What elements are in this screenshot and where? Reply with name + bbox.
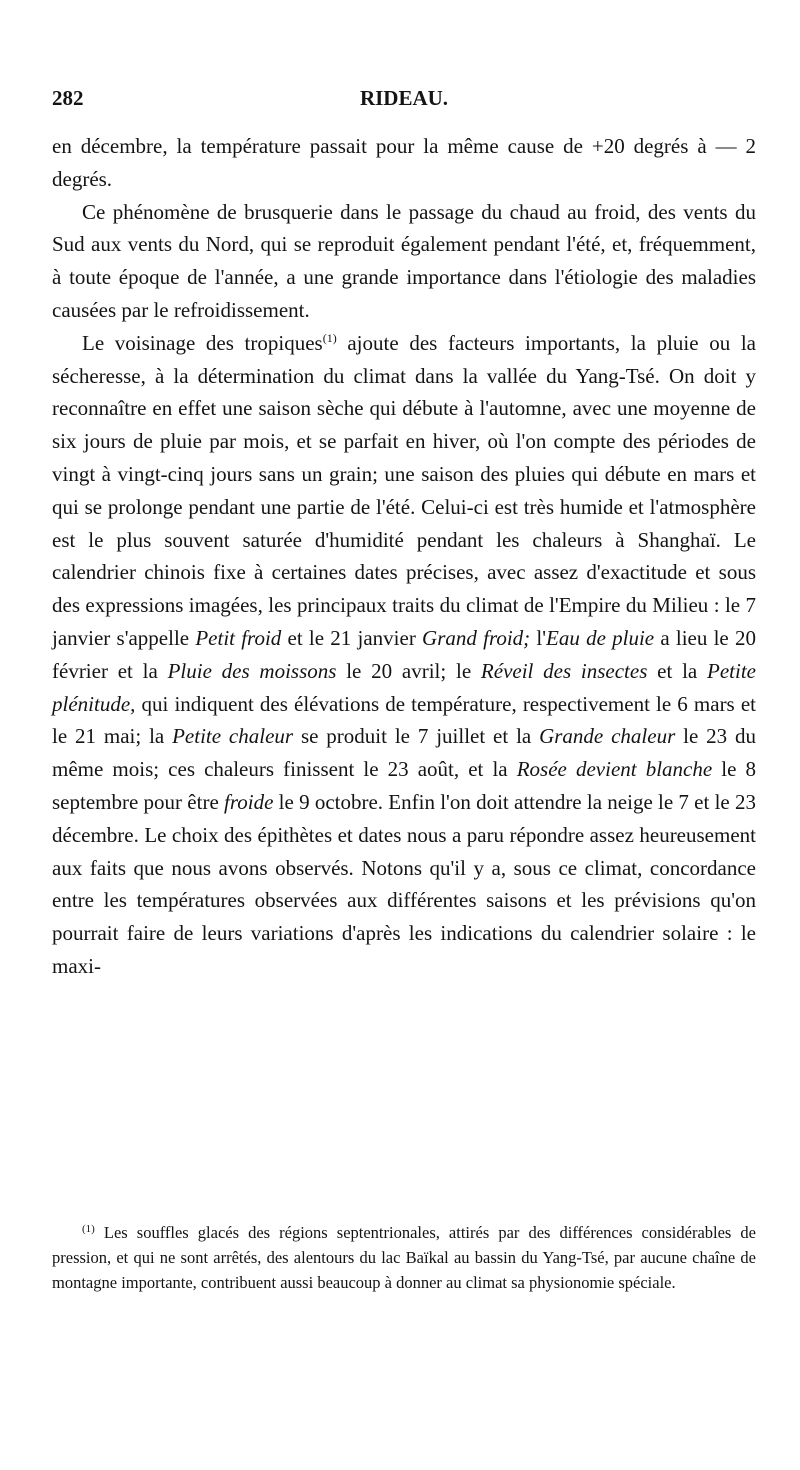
footnote <box>52 1220 756 1295</box>
p3-s5: a lieu le 20 février et la <box>52 625 756 683</box>
p3-s11: le 8 septembre pour être <box>52 757 757 814</box>
footnote-mark: (1) <box>82 1223 95 1235</box>
p3-s9: se produit le 7 juillet et la <box>293 724 540 749</box>
page-header <box>52 86 756 116</box>
term-froide: froide <box>224 789 274 814</box>
p3-s3: et le 21 janvier <box>281 625 423 650</box>
p3-s1: Le voisinage des tropiques <box>82 330 323 355</box>
term-eau-de-pluie: Eau de pluie <box>546 625 655 650</box>
p3-s2: ajoute des facteurs importants, la pluie ou la sécheresse, à la détermination du climat dans la vallée du Yang-Tsé. On doit y reconnaître en effet une saison sèche qui débute à l'automne, avec une moyenne de six jours de pluie par mois, et se parfait en hiver, où l'on compte des périodes de vingt à vingt-cinq jours sans un grain; une saison des pluies qui débute en mars et qui se prolonge pendant une partie de l'été. Celui-ci est très humide et l'atmosphère est le plus souvent saturée d'humidité pendant les chaleurs à Shanghaï. Le calendrier chinois fixe à certaines dates précises, avec assez d'exactitude et sous des expressions imagées, les principaux traits du climat de l'Empire du Milieu : le 7 janvier s'appelle <box>52 330 757 650</box>
footnote-reference: (1) <box>322 330 337 345</box>
term-pluie-des-moissons: Pluie des moissons <box>167 658 337 683</box>
p3-s12: le 9 octobre. Enfin l'on doit attendre la neige le 7 et le 23 décembre. Le choix des épithètes et dates nous a paru répondre assez heureusement aux faits que nous avons observés. Notons qu'il y a, sous ce climat, concordance entre les températures observées aux différentes saisons et les prévisions qu'on pourrait faire de leurs variations d'après les indications du calendrier solaire : le maxi- <box>52 789 756 978</box>
term-petite-chaleur: Petite chaleur <box>172 724 294 749</box>
running-title: RIDEAU. <box>359 86 449 110</box>
body-text <box>52 130 756 983</box>
term-reveil-des-insectes: Réveil des insectes <box>480 658 648 683</box>
paragraph-1: en décembre, la température passait pour la même cause de +20 degrés à — 2 degrés. <box>52 134 756 191</box>
p3-s8: qui indiquent des élévations de température, respectivement le 6 mars et le 21 mai; la <box>52 691 756 749</box>
paragraph-2: Ce phénomène de brusquerie dans le passage du chaud au froid, des vents du Sud aux vents du Nord, qui se reproduit également pendant l'été, et, fréquemment, à toute époque de l'année, a une grande importance dans l'étiologie des maladies causées par le refroidissement. <box>52 199 756 322</box>
page-number: 282 <box>52 86 84 110</box>
book-page <box>52 0 756 1470</box>
paragraph-3 <box>52 327 756 983</box>
p3-s4: l' <box>530 625 547 650</box>
term-grande-chaleur: Grande chaleur <box>539 724 676 749</box>
p3-s7: et la <box>647 658 708 683</box>
term-petite-plenitude: Petite plénitude, <box>52 658 756 716</box>
term-grand-froid: Grand froid; <box>422 625 531 650</box>
term-petit-froid: Petit froid <box>195 625 282 650</box>
footnote-text: Les souffles glacés des régions septentrionales, attirés par des différences considérables de pression, et qui ne sont arrêtés, des alentours du lac Baïkal au bassin du Yang-Tsé, par aucune chaîne de montagne importante, contribuent aussi beaucoup à donner au climat sa physionomie spéciale. <box>52 1223 756 1292</box>
term-rosee-devient-blanche: Rosée devient blanche <box>516 757 713 782</box>
p3-s6: le 20 avril; le <box>336 658 481 683</box>
p3-s10: le 23 du même mois; ces chaleurs finissent le 23 août, et la <box>52 724 757 782</box>
